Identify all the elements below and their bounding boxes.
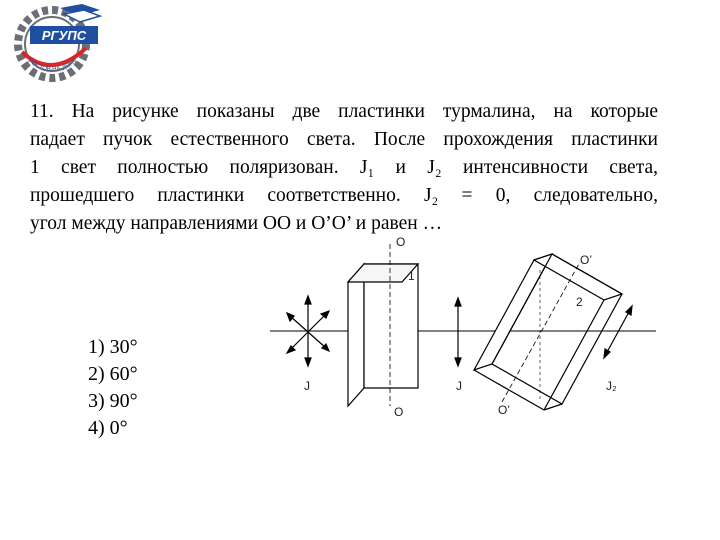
- plate2-axis: [502, 262, 580, 402]
- question-line: 1 свет полностью поляризован. J₁ и J₂ интенсивности света,: [30, 157, 658, 178]
- question-text: [30, 98, 658, 238]
- logo-book-icon: [60, 4, 100, 22]
- beam-out-label: J₂: [606, 379, 617, 393]
- logo-text: РГУПС: [41, 28, 87, 43]
- axis2-top: O’: [580, 253, 592, 267]
- answer-option-2[interactable]: 2) 60°: [88, 363, 138, 385]
- plate2-number: 2: [576, 295, 583, 309]
- tourmaline-plate-2: [474, 254, 622, 410]
- logo-arc-text: РОСТОВ-НА-ДОНУ: [26, 58, 79, 74]
- beam-in-label: J: [304, 379, 310, 393]
- axis-oo-top: O: [396, 235, 406, 249]
- question-line: прошедшего пластинки соответственно. J₂ = 0, следовательно,: [30, 185, 658, 206]
- axis-oo-bottom: O: [394, 405, 404, 419]
- outgoing-light-symbol: [604, 306, 632, 358]
- answer-option-3[interactable]: 3) 90°: [88, 390, 138, 412]
- answer-option-4[interactable]: 4) 0°: [88, 417, 128, 439]
- axis2-bottom: O’: [498, 403, 510, 417]
- question-line: падает пучок естественного света. После прохождения пластинки: [30, 129, 658, 150]
- polarized-light-symbol: [455, 298, 461, 366]
- beam-mid-label: J: [456, 379, 462, 393]
- university-logo: [0, 0, 110, 90]
- polarizer-diagram: [270, 230, 670, 420]
- question-line: угол между направлениями ОО и О’О’ и равен …: [30, 213, 443, 234]
- answer-options: [88, 334, 138, 442]
- plate1-number: 1: [408, 269, 415, 283]
- tourmaline-plate-1: [348, 264, 418, 406]
- question-line: 11. На рисунке показаны две пластинки турмалина, на которые: [30, 101, 658, 122]
- answer-option-1[interactable]: 1) 30°: [88, 336, 138, 358]
